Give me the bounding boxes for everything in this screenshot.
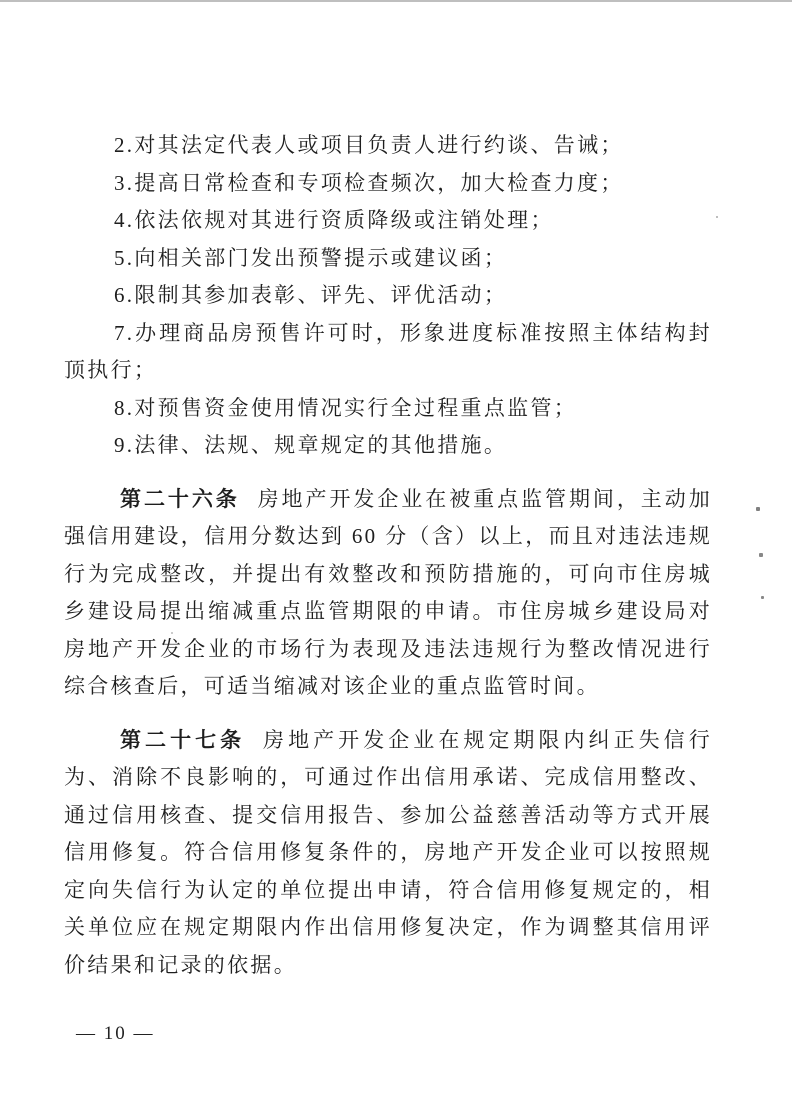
list-item-8: 8.对预售资金使用情况实行全过程重点监管；: [114, 395, 578, 420]
page-number: — 10 —: [76, 1023, 155, 1044]
article-27-number: 第二十七条: [120, 727, 246, 752]
article-27-paragraph: [64, 722, 712, 985]
article-26-text: 房地产开发企业在被重点监管期间，主动加强信用建设，信用分数达到 60 分（含）以上，而且对违法违规行为完成整改，并提出有效整改和预防措施的，可向市住房城乡建设局提出缩减重点监管期限的申请。市住房城乡建设局对房地产开发企业的市场行为表现及违法违规行为整改情况进行综合核查后，可适当缩减对该企业的重点监管时间。: [64, 486, 713, 698]
scan-speck: [716, 216, 718, 218]
article-26-paragraph: [64, 481, 712, 706]
list-item-2: 2.对其法定代表人或项目负责人进行约谈、告诫；: [114, 133, 624, 157]
scan-speck: [171, 632, 173, 634]
article-27-text: 房地产开发企业在规定期限内纠正失信行为、消除不良影响的，可通过作出信用承诺、完成信用整改、通过信用核查、提交信用报告、参加公益慈善活动等方式开展信用修复。符合信用修复条件的，房地产开发企业可以按照规定向失信行为认定的单位提出申请，符合信用修复规定的，相关单位应在规定期限内作出信用修复决定，作为调整其信用评价结果和记录的依据。: [64, 727, 713, 977]
article-26-number: 第二十六条: [120, 486, 240, 511]
list-item-7: 7.办理商品房预售许可时，形象进度标准按照主体结构封顶执行；: [64, 320, 712, 382]
list-item-9: 9.法律、法规、规章规定的其他措施。: [114, 433, 508, 457]
list-item-4: 4.依法依规对其进行资质降级或注销处理；: [114, 208, 554, 232]
scan-speck: [756, 507, 760, 511]
scan-edge-artifact: [0, 0, 792, 2]
scan-speck: [759, 553, 763, 557]
document-content: [64, 127, 712, 984]
list-item-3: 3.提高日常检查和专项检查频次，加大检查力度；: [114, 170, 624, 195]
list-item-6: 6.限制其参加表彰、评先、评优活动；: [114, 283, 508, 307]
scan-speck: [761, 596, 764, 599]
list-item-5: 5.向相关部门发出预警提示或建议函；: [114, 245, 508, 270]
